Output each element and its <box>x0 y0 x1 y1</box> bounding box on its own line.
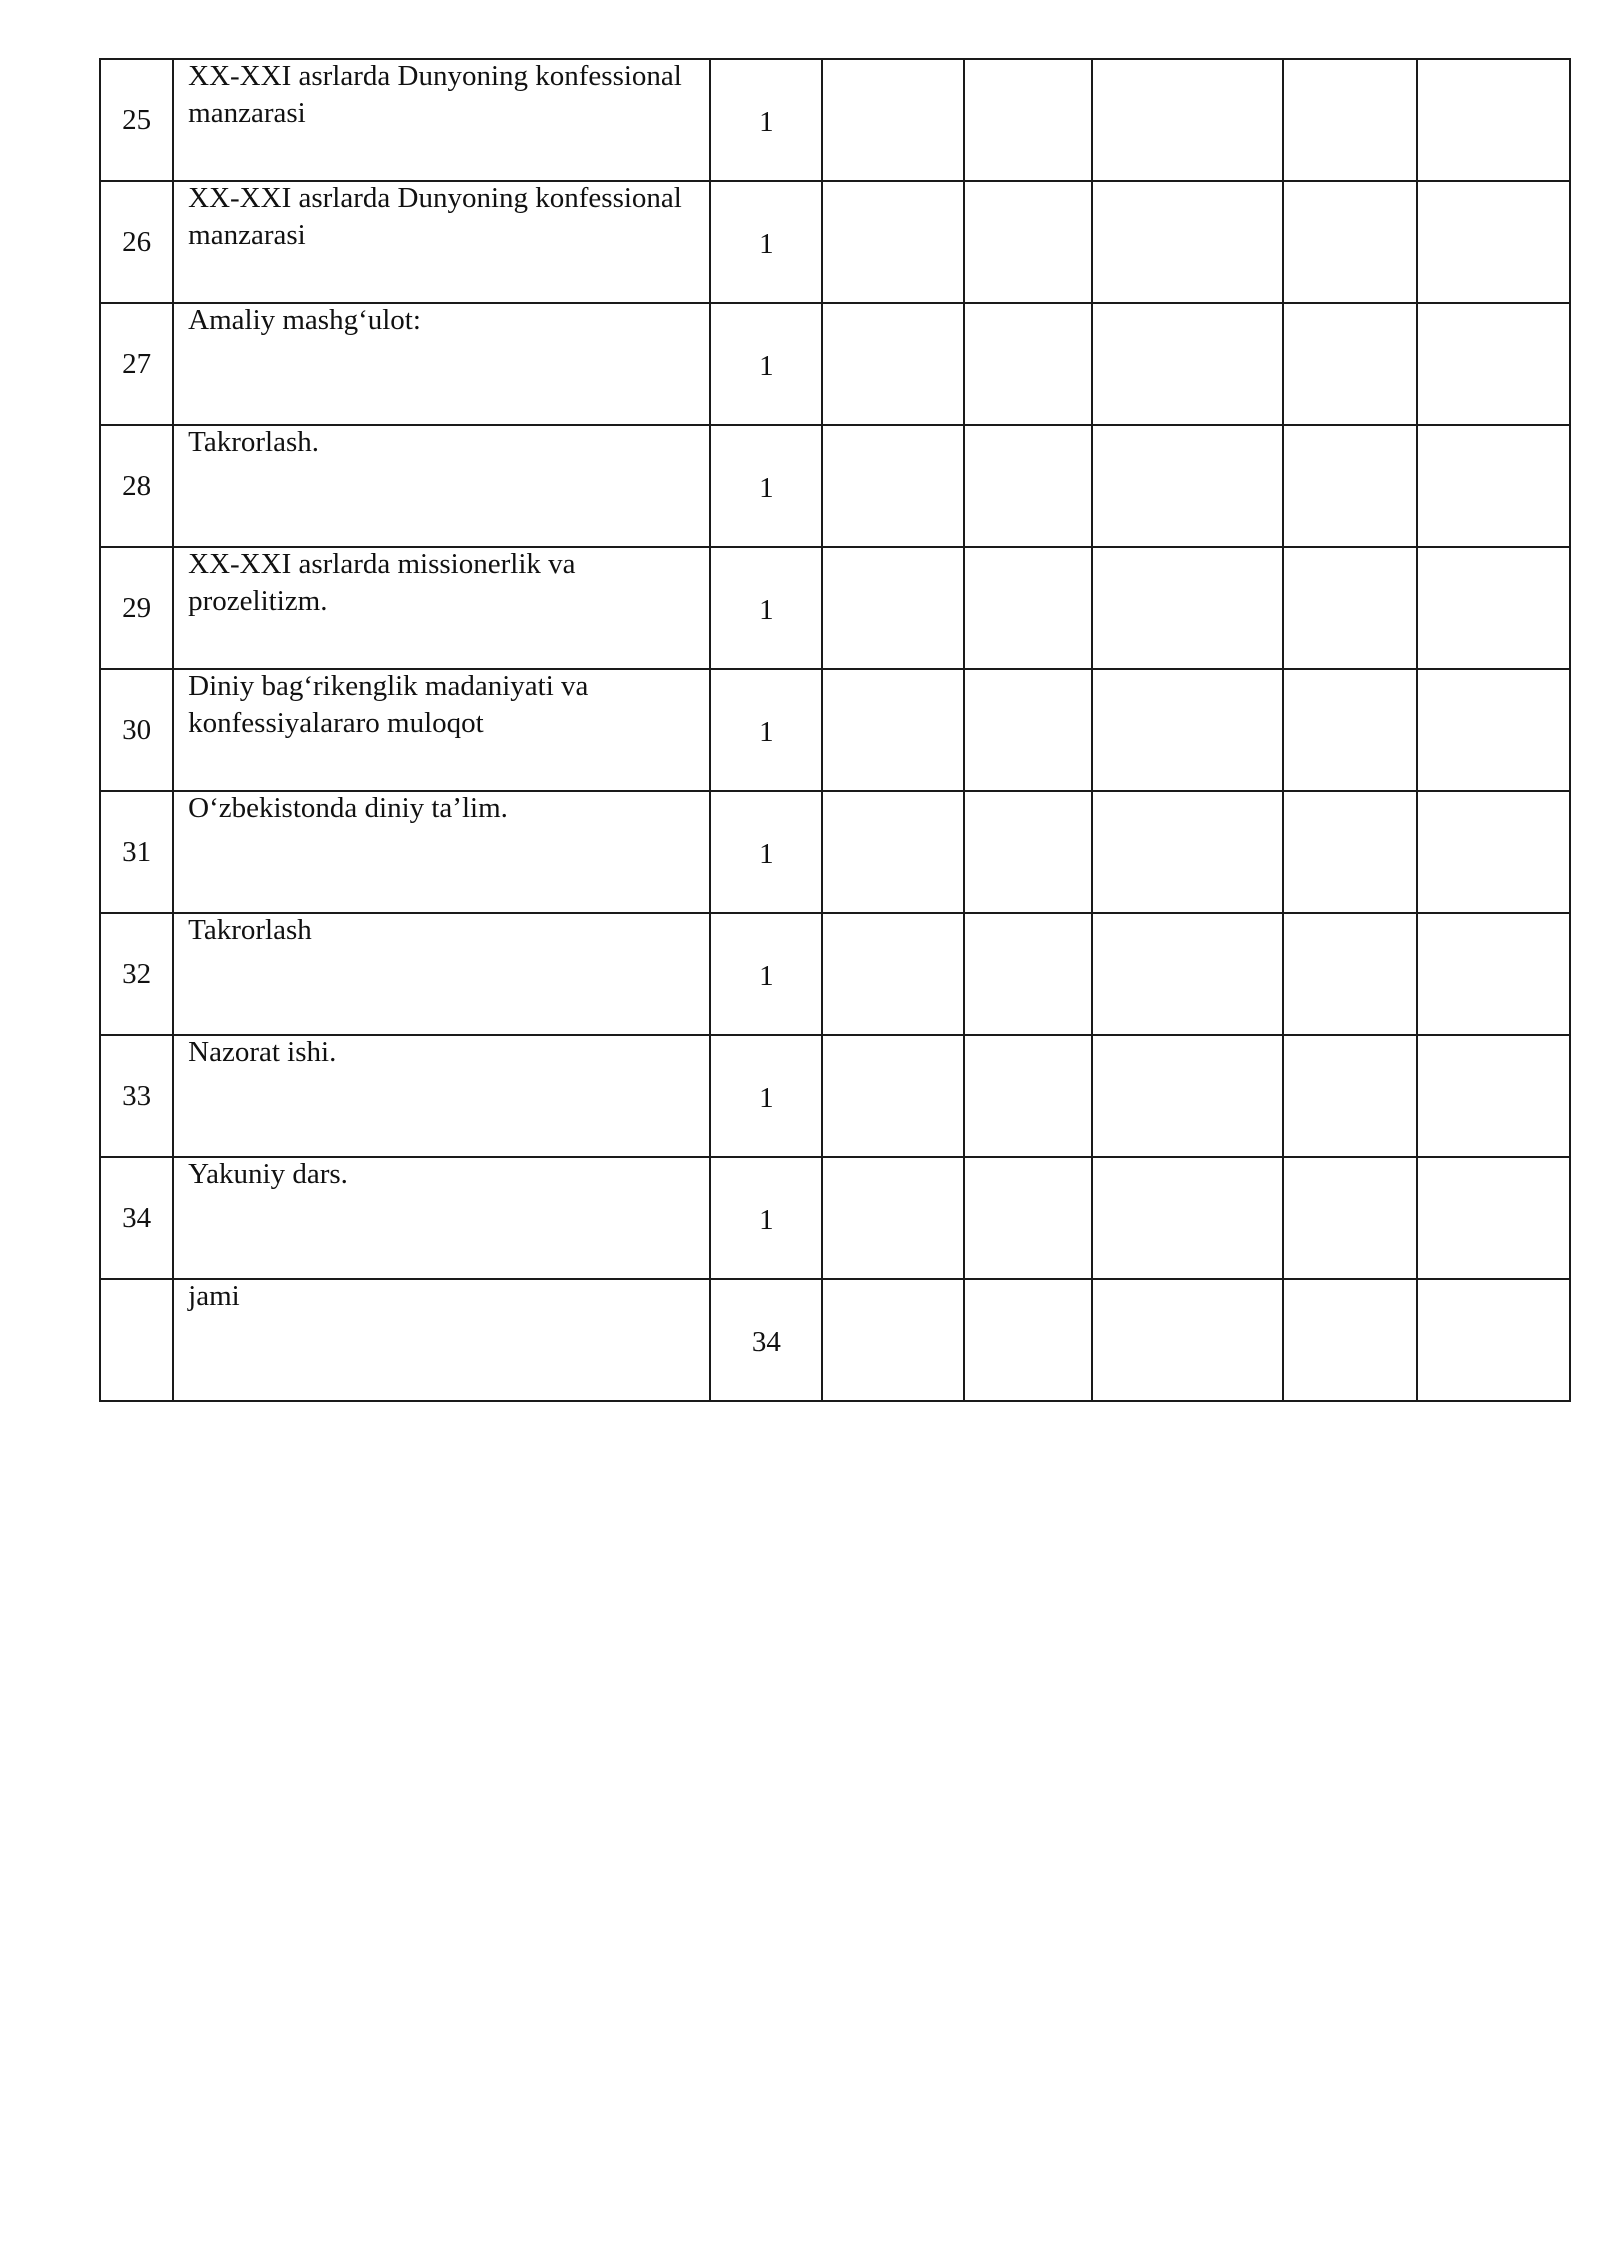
empty-cell <box>1092 425 1283 547</box>
empty-cell <box>1283 913 1416 1035</box>
lesson-topic-cell <box>173 425 710 547</box>
empty-cell <box>1283 1279 1416 1401</box>
lesson-hours-text: 1 <box>759 106 774 138</box>
lesson-number-cell: 25 <box>100 59 173 181</box>
empty-cell <box>1417 425 1570 547</box>
table-row <box>100 425 1570 547</box>
table-row <box>100 303 1570 425</box>
lesson-hours-cell <box>710 791 822 913</box>
lesson-number-cell: 27 <box>100 303 173 425</box>
table-row <box>100 181 1570 303</box>
lesson-number-cell: 26 <box>100 181 173 303</box>
lesson-number-cell: 31 <box>100 791 173 913</box>
lesson-number-cell: 30 <box>100 669 173 791</box>
empty-cell <box>964 1157 1092 1279</box>
lesson-topic-text: Amaliy mashg‘ulot: <box>188 304 421 336</box>
lesson-topic-text: Takrorlash. <box>188 426 319 458</box>
table-row <box>100 1157 1570 1279</box>
lesson-plan-table <box>99 58 1571 1402</box>
empty-cell <box>1283 1035 1416 1157</box>
lesson-hours-cell <box>710 425 822 547</box>
lesson-number-cell <box>100 1279 173 1401</box>
empty-cell <box>822 547 963 669</box>
lesson-hours-text: 1 <box>759 960 774 992</box>
lesson-hours-cell <box>710 913 822 1035</box>
lesson-topic-text: O‘zbekistonda diniy ta’lim. <box>188 792 508 824</box>
lesson-topic-cell <box>173 1279 710 1401</box>
lesson-plan-body <box>100 59 1570 1401</box>
empty-cell <box>1092 59 1283 181</box>
empty-cell <box>1417 669 1570 791</box>
table-row <box>100 669 1570 791</box>
empty-cell <box>1283 181 1416 303</box>
empty-cell <box>1283 547 1416 669</box>
empty-cell <box>1283 791 1416 913</box>
empty-cell <box>822 425 963 547</box>
empty-cell <box>964 1035 1092 1157</box>
lesson-topic-cell <box>173 303 710 425</box>
empty-cell <box>1417 791 1570 913</box>
lesson-hours-text: 1 <box>759 1082 774 1114</box>
lesson-topic-cell <box>173 1035 710 1157</box>
table-row <box>100 913 1570 1035</box>
empty-cell <box>1283 425 1416 547</box>
empty-cell <box>822 59 963 181</box>
lesson-hours-cell <box>710 303 822 425</box>
lesson-hours-cell <box>710 181 822 303</box>
lesson-hours-cell <box>710 1279 822 1401</box>
empty-cell <box>822 1035 963 1157</box>
table-row <box>100 59 1570 181</box>
lesson-hours-text: 1 <box>759 472 774 504</box>
empty-cell <box>822 791 963 913</box>
lesson-topic-text: Diniy bag‘rikenglik madaniyati va konfessiyalararo muloqot <box>188 670 589 739</box>
empty-cell <box>1417 59 1570 181</box>
empty-cell <box>1417 1279 1570 1401</box>
empty-cell <box>964 59 1092 181</box>
table-row <box>100 547 1570 669</box>
lesson-topic-text: XX-XXI asrlarda Dunyoning konfessional manzarasi <box>188 182 682 251</box>
empty-cell <box>1092 791 1283 913</box>
lesson-number-cell: 34 <box>100 1157 173 1279</box>
table-row <box>100 1035 1570 1157</box>
empty-cell <box>1092 1157 1283 1279</box>
empty-cell <box>1092 669 1283 791</box>
empty-cell <box>822 669 963 791</box>
empty-cell <box>1092 547 1283 669</box>
empty-cell <box>1417 1035 1570 1157</box>
empty-cell <box>822 1157 963 1279</box>
lesson-topic-text: XX-XXI asrlarda Dunyoning konfessional manzarasi <box>188 60 682 129</box>
lesson-topic-text: Nazorat ishi. <box>188 1036 337 1068</box>
table-row <box>100 1279 1570 1401</box>
empty-cell <box>964 425 1092 547</box>
lesson-topic-cell <box>173 547 710 669</box>
empty-cell <box>964 913 1092 1035</box>
empty-cell <box>1092 913 1283 1035</box>
empty-cell <box>1092 181 1283 303</box>
lesson-number-cell: 29 <box>100 547 173 669</box>
empty-cell <box>1092 1035 1283 1157</box>
empty-cell <box>822 303 963 425</box>
lesson-topic-text: XX-XXI asrlarda missionerlik va prozelitizm. <box>188 548 576 617</box>
empty-cell <box>964 181 1092 303</box>
lesson-hours-cell <box>710 547 822 669</box>
table-row <box>100 791 1570 913</box>
empty-cell <box>1092 1279 1283 1401</box>
lesson-hours-cell <box>710 59 822 181</box>
lesson-topic-cell <box>173 913 710 1035</box>
lesson-topic-text: Yakuniy dars. <box>188 1158 348 1190</box>
lesson-hours-text: 1 <box>759 716 774 748</box>
empty-cell <box>822 913 963 1035</box>
empty-cell <box>1283 59 1416 181</box>
lesson-hours-cell <box>710 669 822 791</box>
lesson-hours-text: 1 <box>759 350 774 382</box>
empty-cell <box>1283 669 1416 791</box>
empty-cell <box>1417 913 1570 1035</box>
lesson-topic-cell <box>173 669 710 791</box>
lesson-number-cell: 33 <box>100 1035 173 1157</box>
lesson-hours-text: 1 <box>759 594 774 626</box>
empty-cell <box>1417 181 1570 303</box>
lesson-number-cell: 28 <box>100 425 173 547</box>
empty-cell <box>1283 303 1416 425</box>
empty-cell <box>964 303 1092 425</box>
lesson-topic-cell <box>173 59 710 181</box>
empty-cell <box>964 547 1092 669</box>
empty-cell <box>1417 1157 1570 1279</box>
empty-cell <box>822 1279 963 1401</box>
lesson-hours-text: 1 <box>759 838 774 870</box>
empty-cell <box>1417 303 1570 425</box>
lesson-hours-text: 1 <box>759 228 774 260</box>
lesson-topic-cell <box>173 181 710 303</box>
lesson-topic-cell <box>173 1157 710 1279</box>
lesson-topic-text: Takrorlash <box>188 914 312 946</box>
lesson-hours-cell <box>710 1157 822 1279</box>
lesson-topic-text: jami <box>188 1280 240 1312</box>
empty-cell <box>1417 547 1570 669</box>
empty-cell <box>964 791 1092 913</box>
lesson-number-cell: 32 <box>100 913 173 1035</box>
lesson-topic-cell <box>173 791 710 913</box>
lesson-hours-text: 34 <box>751 1326 781 1358</box>
empty-cell <box>964 1279 1092 1401</box>
empty-cell <box>1283 1157 1416 1279</box>
lesson-hours-cell <box>710 1035 822 1157</box>
lesson-hours-text: 1 <box>759 1204 774 1236</box>
empty-cell <box>822 181 963 303</box>
empty-cell <box>1092 303 1283 425</box>
empty-cell <box>964 669 1092 791</box>
